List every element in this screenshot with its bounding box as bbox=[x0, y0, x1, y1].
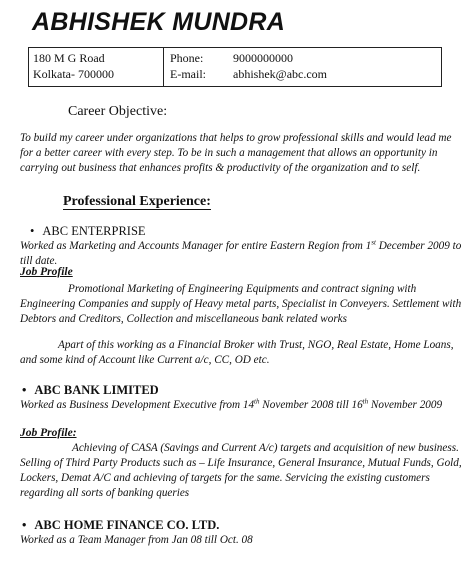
candidate-name: ABHISHEK MUNDRA bbox=[32, 8, 286, 36]
job-2-profile-text: Achieving of CASA (Savings and Current A/c) targets and acquisition of new business. Selling of Third Party Products such as – Life Insurance, General Insurance, Mutual Funds, Gold, Lockers, Demat A/C and achieving of targets for the same. Servicing the existing customers regarding all sorts of banking queries bbox=[20, 442, 462, 499]
bullet: • bbox=[22, 518, 27, 532]
job-1-position-text-end: December 2009 to till date. bbox=[20, 240, 462, 267]
company-name-2-text: ABC BANK LIMITED bbox=[34, 383, 159, 397]
job-1-position-text: Worked as Marketing and Accounts Manager for entire Eastern Region from 1 bbox=[20, 240, 372, 252]
job-2-position-text-end: November 2009 bbox=[368, 399, 443, 411]
job-2-position-sup-2: th bbox=[362, 397, 369, 406]
phone-label: Phone: bbox=[170, 51, 204, 65]
career-objective-heading: Career Objective: bbox=[68, 104, 168, 119]
company-name-3-text: ABC HOME FINANCE CO. LTD. bbox=[34, 518, 220, 532]
job-3-position: Worked as a Team Manager from Jan 08 till Oct. 08 bbox=[20, 534, 253, 546]
address-line-1: 180 M G Road bbox=[33, 51, 105, 65]
address-line-2: Kolkata- 700000 bbox=[33, 67, 114, 81]
phone-row bbox=[170, 51, 293, 66]
company-name-2 bbox=[22, 383, 159, 398]
job-1-position-sup: st bbox=[371, 238, 376, 247]
company-name-1 bbox=[30, 224, 146, 239]
company-name-1-text: ABC ENTERPRISE bbox=[42, 224, 146, 238]
job-2-position-text-mid: November 2008 till 16 bbox=[259, 399, 363, 411]
email-label: E-mail: bbox=[170, 67, 206, 81]
bullet: • bbox=[22, 383, 27, 397]
contact-divider bbox=[163, 48, 164, 86]
professional-experience-heading-text: Professional Experience: bbox=[63, 194, 211, 209]
job-1-profile-text: Promotional Marketing of Engineering Equipments and contract signing with Engineering Companies and supply of Heavy metal parts, Specialist in Conveyers. Settlement with Debtors and Creditors, Collection and miscellaneous bank related works bbox=[20, 283, 462, 325]
career-objective-text: To build my career under organizations that helps to grow professional skills and would lead me for a better career with every step. To be in such a management that allows an opportunity in carrying out business that enhances profits & productivity of the organization and to self. bbox=[20, 132, 452, 174]
contact-box bbox=[28, 47, 442, 87]
job-2-position-text: Worked as Business Development Executive from 14 bbox=[20, 399, 255, 411]
company-name-3 bbox=[22, 518, 219, 533]
job-2-position bbox=[20, 398, 442, 413]
job-2-profile-label: Job Profile: bbox=[20, 427, 77, 439]
email-value: abhishek@abc.com bbox=[233, 67, 328, 81]
email-row bbox=[170, 67, 328, 82]
job-1-position bbox=[20, 239, 474, 269]
job-1-profile-label: Job Profile bbox=[20, 266, 73, 278]
professional-experience-heading bbox=[63, 194, 211, 210]
bullet: • bbox=[30, 224, 35, 238]
phone-value: 9000000000 bbox=[233, 51, 293, 65]
job-2-position-sup-1: th bbox=[254, 397, 260, 406]
job-1-extra-text: Apart of this working as a Financial Broker with Trust, NGO, Real Estate, Home Loans, and some kind of Account like Current a/c, CC, OD etc. bbox=[20, 339, 454, 366]
